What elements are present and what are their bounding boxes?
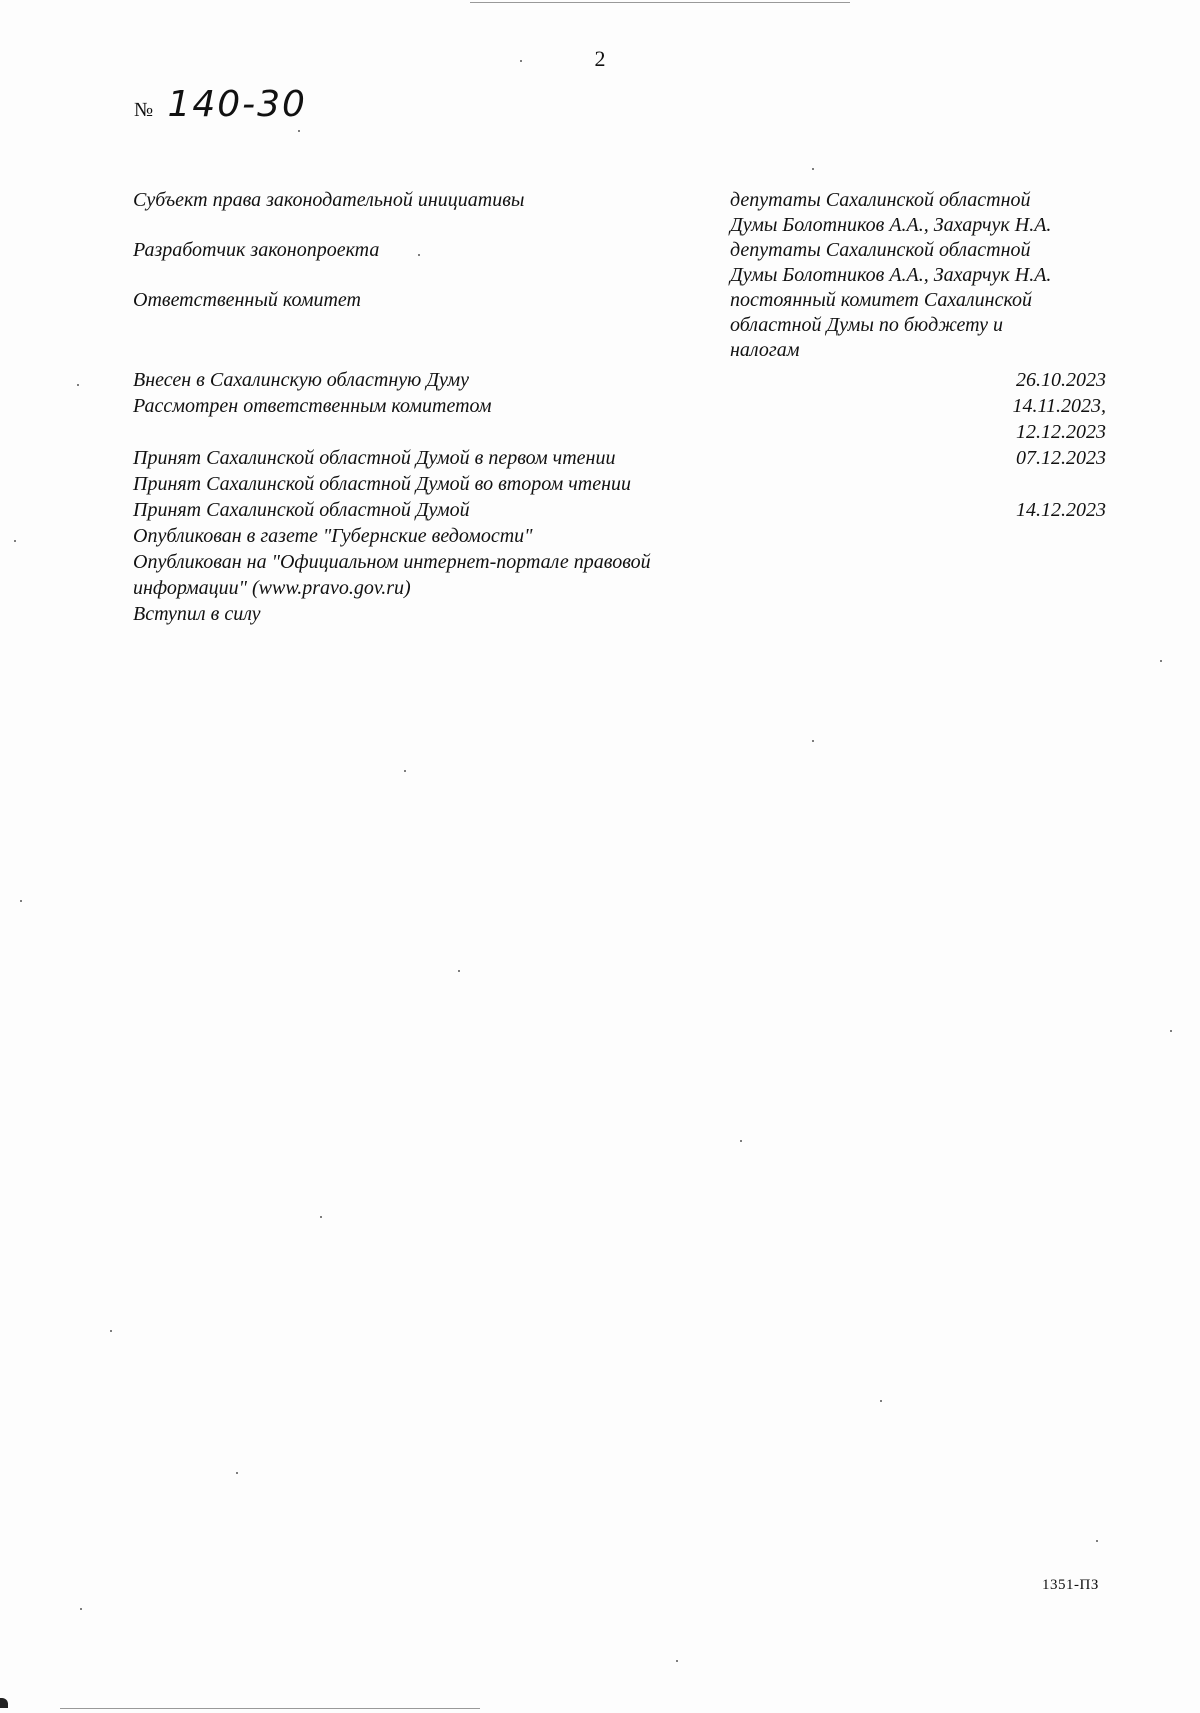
first-reading-date: 07.12.2023 [1016, 447, 1106, 469]
scan-speck [880, 1400, 882, 1402]
scan-edge-line [470, 2, 850, 3]
committee-value-line: областной Думы по бюджету и [730, 314, 1003, 336]
published-newspaper-label: Опубликован в газете "Губернские ведомости" [133, 525, 533, 547]
scan-speck [740, 1140, 742, 1142]
scan-speck [404, 770, 406, 772]
scan-speck [110, 1330, 112, 1332]
subject-value-line: депутаты Сахалинской областной [730, 189, 1031, 211]
number-sign: № [134, 99, 154, 121]
scan-speck [80, 1608, 82, 1610]
scan-speck [1160, 660, 1162, 662]
submitted-date: 26.10.2023 [1016, 369, 1106, 391]
registration-number [134, 84, 307, 125]
reviewed-label: Рассмотрен ответственным комитетом [133, 395, 492, 417]
second-reading-label: Принят Сахалинской областной Думой во втором чтении [133, 473, 632, 495]
scan-speck [458, 970, 460, 972]
developer-value-line: депутаты Сахалинской областной [730, 239, 1031, 261]
published-portal-label: информации" (www.pravo.gov.ru) [133, 577, 411, 599]
first-reading-label: Принят Сахалинской областной Думой в первом чтении [133, 447, 616, 469]
reviewed-date: 14.11.2023, [1012, 395, 1106, 417]
scan-speck [77, 384, 79, 386]
scan-corner-mark [0, 1698, 8, 1708]
document-code: 1351-ПЗ [1042, 1577, 1099, 1593]
subject-value-line: Думы Болотников А.А., Захарчук Н.А. [730, 214, 1052, 236]
scan-speck [320, 1216, 322, 1218]
scan-speck [812, 740, 814, 742]
developer-label: Разработчик законопроекта [133, 239, 380, 261]
committee-value-line: постоянный комитет Сахалинской [730, 289, 1033, 311]
adopted-date: 14.12.2023 [1016, 499, 1106, 521]
scan-speck [298, 130, 300, 132]
committee-value [730, 288, 1106, 363]
developer-value-line: Думы Болотников А.А., Захарчук Н.А. [730, 264, 1052, 286]
adopted-label: Принят Сахалинской областной Думой [133, 499, 470, 521]
committee-label: Ответственный комитет [133, 289, 361, 311]
page-number: 2 [594, 46, 606, 71]
scan-speck [236, 1472, 238, 1474]
scan-edge-line [60, 1708, 480, 1709]
submitted-label: Внесен в Сахалинскую областную Думу [133, 369, 470, 391]
scan-speck [1096, 1540, 1098, 1542]
reviewed-date: 12.12.2023 [1016, 421, 1106, 443]
scan-speck [20, 900, 22, 902]
developer-value [730, 238, 1106, 288]
subject-value [730, 188, 1106, 238]
committee-value-line: налогам [730, 339, 800, 361]
subject-label: Субъект права законодательной инициативы [133, 189, 525, 211]
scan-speck [1170, 1030, 1172, 1032]
scan-speck [812, 168, 814, 170]
in-force-label: Вступил в силу [133, 603, 261, 625]
published-portal-label: Опубликован на "Официальном интернет-портале правовой [133, 551, 651, 573]
scan-speck [14, 540, 16, 542]
scan-speck [676, 1660, 678, 1662]
handwritten-number: 140-30 [167, 84, 307, 125]
